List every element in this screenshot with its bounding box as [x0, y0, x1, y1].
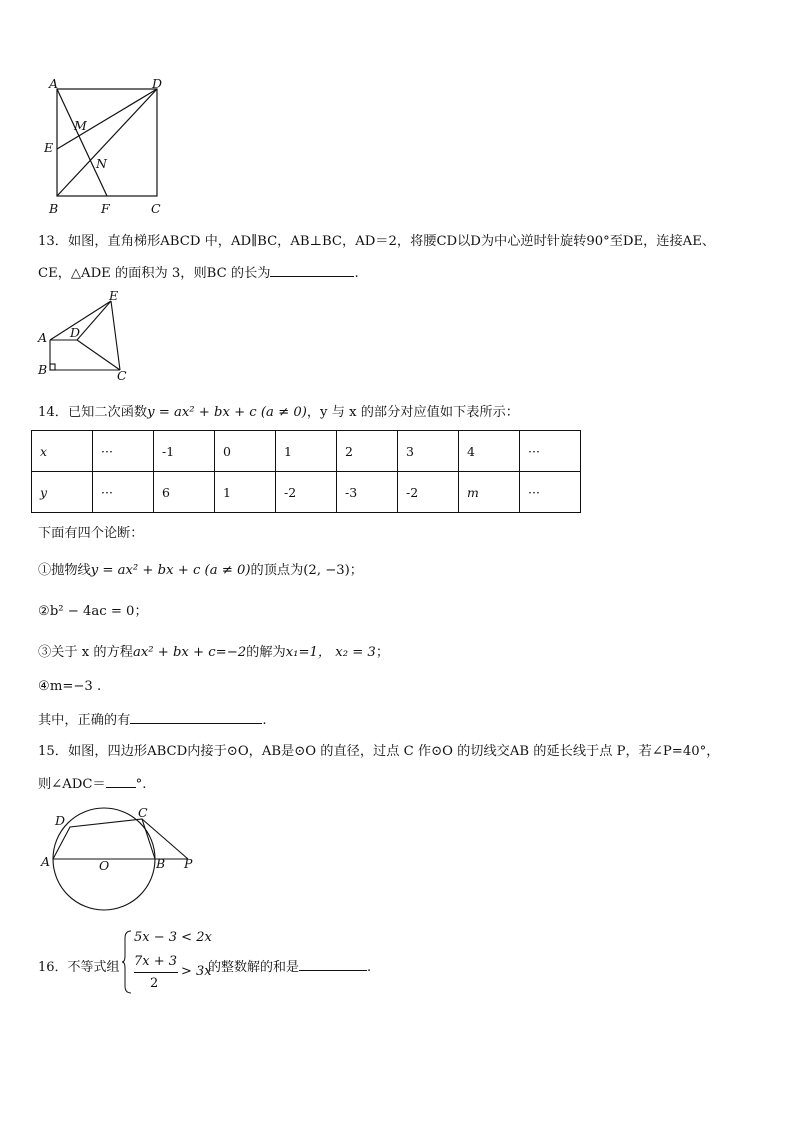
- q14-statement-2: ②b² − 4ac = 0；: [38, 604, 148, 619]
- table-cell: ···: [93, 472, 154, 513]
- table-cell: -2: [398, 472, 459, 513]
- table-cell: 1: [276, 431, 337, 472]
- q13-answer-blank[interactable]: [270, 263, 354, 277]
- q14-statement-3: ③关于 x 的方程ax² + bx + c=−2的解为x₁=1， x₂ = 3；: [38, 645, 390, 660]
- y-header: y: [32, 472, 93, 513]
- label-c: C: [117, 368, 127, 383]
- label-a: A: [41, 854, 51, 869]
- inequality-1: 5x − 3 < 2x: [134, 930, 212, 945]
- table-cell: 0: [215, 431, 276, 472]
- label-a: A: [38, 330, 48, 345]
- label-o: O: [99, 858, 110, 873]
- label-a: A: [49, 76, 59, 91]
- table-row-x: [32, 431, 581, 472]
- label-e: E: [109, 288, 119, 303]
- square-figure: [38, 78, 178, 218]
- table-cell: ···: [93, 431, 154, 472]
- table-cell: 2: [337, 431, 398, 472]
- label-m: M: [74, 118, 87, 133]
- inequality-2-numerator: 7x + 3: [134, 954, 178, 969]
- table-cell: -3: [337, 472, 398, 513]
- table-cell: 4: [459, 431, 520, 472]
- label-d: D: [152, 76, 163, 91]
- x-header: x: [32, 431, 93, 472]
- trapezoid-figure: [34, 288, 134, 383]
- label-b: B: [38, 362, 48, 377]
- q15-answer-blank[interactable]: [106, 774, 136, 788]
- brace-icon: [122, 930, 132, 994]
- table-cell: -2: [276, 472, 337, 513]
- label-e: E: [44, 140, 54, 155]
- q13-line2: [38, 262, 359, 281]
- label-p: P: [184, 856, 193, 871]
- table-row-y: [32, 472, 581, 513]
- q16-line: [38, 928, 738, 998]
- q13-line2-end: .: [354, 266, 359, 281]
- value-table: [31, 430, 581, 513]
- q14-intro: 14．已知二次函数y = ax² + bx + c (a ≠ 0)，y 与 x 的部分对应值如下表所示：: [38, 405, 519, 420]
- q16-text-pre: 16．不等式组: [38, 960, 120, 975]
- fraction-bar: [134, 972, 178, 973]
- table-cell: m: [459, 472, 520, 513]
- q14-statement-1: ①抛物线y = ax² + bx + c (a ≠ 0)的顶点为(2, −3)；: [38, 563, 363, 578]
- table-cell: -1: [154, 431, 215, 472]
- q14-function: y = ax² + bx + c (a ≠ 0): [147, 405, 307, 420]
- q15-line1: 15．如图，四边形ABCD内接于⊙O，AB是⊙O 的直径，过点 C 作⊙O 的切线交AB 的延长线于点 P，若∠P=40°，: [38, 744, 720, 759]
- q14-statements-intro: 下面有四个论断：: [38, 526, 144, 541]
- label-c: C: [151, 201, 161, 216]
- inequality-2-denominator: 2: [150, 976, 159, 991]
- label-b: B: [156, 856, 166, 871]
- table-cell: 3: [398, 431, 459, 472]
- label-f: F: [101, 201, 110, 216]
- label-b: B: [49, 201, 59, 216]
- label-c: C: [138, 805, 148, 820]
- label-n: N: [96, 156, 107, 171]
- q13-line1: 13．如图，直角梯形ABCD 中，AD∥BC，AB⊥BC，AD＝2，将腰CD以D为中心逆时针旋转90°至DE，连接AE、: [38, 234, 716, 249]
- q16-text-post: 的整数解的和是 .: [208, 956, 371, 975]
- q14-answer-blank[interactable]: [130, 710, 262, 724]
- table-cell: ···: [520, 472, 581, 513]
- inequality-2-rhs: > 3x: [181, 964, 212, 979]
- q14-statement-4: ④m=−3 .: [38, 679, 102, 694]
- circle-figure: [38, 800, 203, 920]
- q15-line2: 则∠ADC＝ °.: [38, 773, 146, 792]
- q13-line2-text: CE，△ADE 的面积为 3，则BC 的长为: [38, 266, 271, 281]
- label-d: D: [70, 325, 81, 340]
- q14-answer-line: 其中，正确的有 .: [38, 709, 267, 728]
- table-cell: 1: [215, 472, 276, 513]
- table-cell: ···: [520, 431, 581, 472]
- table-cell: 6: [154, 472, 215, 513]
- label-d: D: [55, 813, 66, 828]
- q16-answer-blank[interactable]: [299, 957, 367, 971]
